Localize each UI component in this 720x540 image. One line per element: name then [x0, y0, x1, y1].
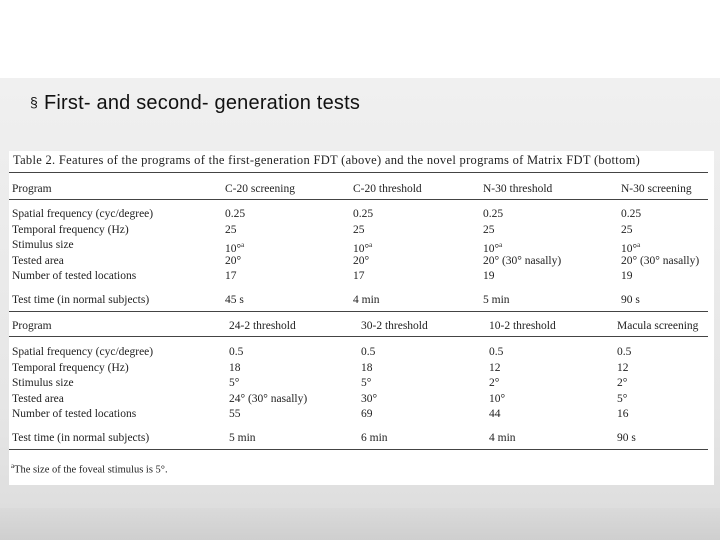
table-row-cell: 10°$^a$: [621, 241, 641, 255]
table-row-cell: 18: [361, 361, 373, 374]
table-row-cell: Temporal frequency (Hz): [12, 223, 129, 236]
features-table: [9, 151, 714, 485]
table-row-cell: 2°: [489, 377, 500, 389]
table-rule: [9, 336, 708, 337]
header-cell: N-30 threshold: [483, 183, 553, 195]
table-row-cell: 44: [489, 408, 501, 420]
table-row-cell: 2°: [617, 377, 628, 389]
slide-heading: [30, 92, 360, 115]
table-row-cell: 25: [621, 223, 633, 236]
table-row-cell: 55: [229, 408, 241, 420]
table-row-cell: 16: [617, 408, 629, 420]
time-row-cell: 6 min: [361, 432, 388, 444]
table-row-cell: 12: [617, 361, 629, 374]
table-row-cell: 69: [361, 408, 373, 420]
header-cell: C-20 screening: [225, 183, 295, 195]
table-row-cell: 25: [353, 223, 365, 236]
time-row-cell: 5 min: [229, 432, 256, 444]
table-row-cell: 10°$^a$: [483, 241, 503, 255]
table-row-cell: 30°: [361, 392, 378, 405]
time-row-cell: 90 s: [621, 294, 640, 306]
table-row-cell: 20°: [353, 254, 370, 267]
table-row-cell: 0.25: [483, 208, 504, 220]
table-row-cell: 0.5: [361, 346, 376, 358]
table-row-cell: 5°: [361, 377, 372, 389]
table-row-cell: 0.5: [617, 346, 632, 358]
table-row-cell: 0.25: [621, 208, 642, 220]
header-cell: Program: [12, 183, 52, 195]
table-row-cell: 0.25: [353, 208, 374, 220]
table-row-cell: Number of tested locations: [12, 270, 137, 282]
time-row-cell: 45 s: [225, 294, 244, 306]
table-row-cell: 19: [621, 270, 633, 282]
table-row-cell: 20° (30° nasally): [483, 254, 562, 267]
table-caption: Table 2. Features of the programs of the first-generation FDT (above) and the novel programs of Matrix FDT (bottom): [13, 153, 641, 167]
table-row-cell: 17: [225, 270, 237, 282]
table-row-cell: Tested area: [12, 254, 64, 267]
table-rule: [9, 172, 708, 173]
table-row-cell: 18: [229, 361, 241, 374]
header-cell: N-30 screening: [621, 183, 692, 195]
header-cell: C-20 threshold: [353, 183, 422, 195]
table-row-cell: Stimulus size: [12, 377, 74, 389]
table-row-cell: 0.25: [225, 208, 246, 220]
table-row-cell: 20°: [225, 254, 242, 267]
table-row-cell: 19: [483, 270, 495, 282]
time-row-cell: Test time (in normal subjects): [12, 432, 150, 444]
time-row-cell: 4 min: [353, 294, 380, 306]
table-rule: [9, 449, 708, 450]
table-row-cell: 25: [225, 223, 237, 236]
table-row-cell: 17: [353, 270, 365, 282]
header-cell: 10-2 threshold: [489, 320, 556, 332]
table-row-cell: Temporal frequency (Hz): [12, 361, 129, 374]
table-row-cell: 5°: [617, 392, 628, 405]
table-row-cell: 0.5: [489, 346, 504, 358]
table-row-cell: 12: [489, 361, 501, 374]
table-row-cell: 10°$^a$: [225, 241, 245, 255]
table-row-cell: Spatial frequency (cyc/degree): [12, 346, 154, 358]
header-cell: Macula screening: [617, 320, 699, 332]
header-cell: 24-2 threshold: [229, 320, 296, 332]
time-row-cell: 4 min: [489, 432, 516, 444]
table-row-cell: 10°: [489, 392, 506, 405]
table-rule: [9, 311, 708, 312]
time-row-cell: 5 min: [483, 294, 510, 306]
time-row-cell: 90 s: [617, 432, 636, 444]
table-row-cell: Tested area: [12, 392, 64, 405]
table-row-cell: 20° (30° nasally): [621, 254, 700, 267]
header-cell: 30-2 threshold: [361, 320, 428, 332]
table-row-cell: Number of tested locations: [12, 408, 137, 420]
table-row-cell: Spatial frequency (cyc/degree): [12, 208, 154, 220]
table-row-cell: Stimulus size: [12, 239, 74, 251]
table-footnote: $^a$The size of the foveal stimulus is 5°.: [11, 462, 168, 476]
table-rule: [9, 199, 708, 200]
table-row-cell: 10°$^a$: [353, 241, 373, 255]
table-row-cell: 25: [483, 223, 495, 236]
heading-text: First- and second- generation tests: [44, 92, 361, 114]
bullet-icon: §: [30, 94, 38, 110]
slide-footer-band: [0, 508, 720, 540]
table-row-cell: 0.5: [229, 346, 244, 358]
table-row-cell: 24° (30° nasally): [229, 392, 308, 405]
time-row-cell: Test time (in normal subjects): [12, 294, 150, 306]
header-cell: Program: [12, 320, 52, 332]
table-row-cell: 5°: [229, 377, 240, 389]
